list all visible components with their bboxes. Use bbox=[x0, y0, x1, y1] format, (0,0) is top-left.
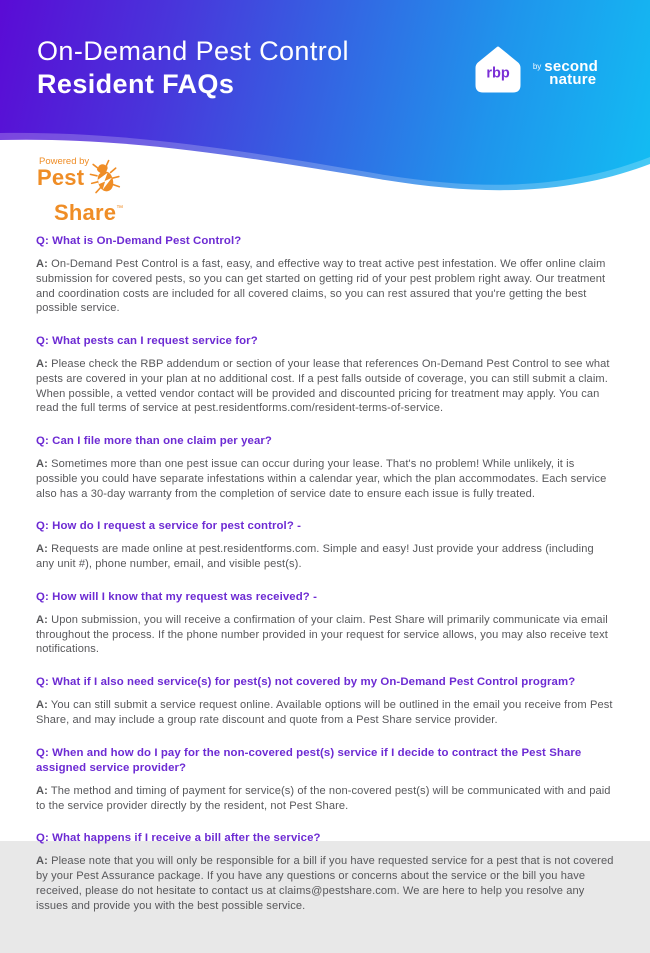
faq-answer: A: On-Demand Pest Control is a fast, easy, and effective way to treat active pest infestation. We offer online claim submission for covered pests, so you can get started on getting rid of your pest problem right away. Our treatment and coordination costs are included for all covered claims, so you can rest assured that you're getting the best possible service. bbox=[36, 258, 606, 315]
bug-icon bbox=[88, 160, 122, 198]
faq-question: Q: When and how do I pay for the non-covered pest(s) service if I decide to contract the Pest Share assigned service provider? bbox=[36, 746, 582, 774]
header-titles bbox=[37, 35, 349, 101]
faq-item-1 bbox=[36, 234, 614, 316]
faq-question: Q: Can I file more than one claim per year? bbox=[36, 435, 272, 448]
header-banner bbox=[0, 0, 650, 225]
faq-item-2 bbox=[36, 334, 614, 416]
brand-word-second: second bbox=[544, 57, 598, 75]
rbp-brand bbox=[472, 44, 598, 96]
faq-question: Q: What happens if I receive a bill after the service? bbox=[36, 832, 321, 845]
faq-question: Q: What pests can I request service for? bbox=[36, 335, 258, 348]
rbp-text: rbp bbox=[486, 65, 510, 82]
faq-list bbox=[0, 215, 650, 953]
document-subtitle: Resident FAQs bbox=[37, 68, 235, 99]
faq-answer: A: Please check the RBP addendum or section of your lease that references On-Demand Pest Control to see what pests are covered in your plan at no additional cost. If a pest falls outside of coverage, you can still submit a claim. When possible, a vetted vendor contact will be provided and discounted pricing for treatment may apply. You can read the full terms of service at pest.residentforms.com/resident-terms-of-service. bbox=[36, 358, 610, 415]
second-nature-wordmark bbox=[533, 55, 598, 86]
faq-item-3 bbox=[36, 434, 614, 501]
faq-item-5 bbox=[36, 590, 614, 657]
pestshare-logo bbox=[37, 156, 123, 223]
faq-answer: A: Please note that you will only be responsible for a bill if you have requested service for a pest that is not covered by your Pest Assurance package. If you have any questions or concerns about the service or the bill you have received, please do not hesitate to contact us at claims@pestshare.com. We are here to help you resolve any issues and provide you with the best possible service. bbox=[36, 855, 614, 912]
faq-item-7 bbox=[36, 746, 614, 814]
by-label: by bbox=[532, 61, 542, 71]
trademark-symbol: ™ bbox=[116, 205, 124, 212]
faq-item-6 bbox=[36, 675, 614, 728]
faq-answer: A: You can still submit a service request online. Available options will be outlined in the email you receive from Pest Share, and may include a group rate discount and quote from a Pest Share service provider. bbox=[36, 699, 613, 727]
faq-question: Q: How do I request a service for pest control? - bbox=[36, 520, 302, 533]
brand-word-nature: nature bbox=[549, 70, 597, 88]
pestshare-word-pest: Pest bbox=[37, 165, 85, 190]
rbp-house-icon bbox=[472, 44, 524, 96]
faq-item-4 bbox=[36, 519, 614, 572]
faq-answer: A: Requests are made online at pest.residentforms.com. Simple and easy! Just provide your address (including any unit #), phone number, email, and visible pest(s). bbox=[36, 543, 594, 571]
faq-question: Q: What is On-Demand Pest Control? bbox=[36, 235, 242, 247]
faq-question: Q: How will I know that my request was received? - bbox=[36, 590, 317, 603]
document-title: On-Demand Pest Control bbox=[37, 36, 349, 66]
faq-answer: A: The method and timing of payment for service(s) of the non-covered pest(s) will be communicated with and paid to the service provider directly by the resident, not Pest Share. bbox=[36, 784, 611, 812]
faq-item-8 bbox=[36, 831, 614, 913]
faq-answer: A: Sometimes more than one pest issue can occur during your lease. That's no problem! While unlikely, it is possible you could have separate infestations within a calendar year, which the plan accommodates. Each service also has a 30-day warranty from the completion of service date to ensure each issue is fully treated. bbox=[36, 458, 607, 500]
pestshare-word-share: Share bbox=[54, 200, 117, 225]
faq-question: Q: What if I also need service(s) for pest(s) not covered by my On-Demand Pest Control program? bbox=[36, 676, 576, 689]
faq-answer: A: Upon submission, you will receive a confirmation of your claim. Pest Share will primarily communicate via email throughout the process. If the phone number provided in your request for service allows, you may also receive text notifications. bbox=[36, 613, 608, 656]
powered-by-label: Powered by bbox=[39, 156, 90, 167]
